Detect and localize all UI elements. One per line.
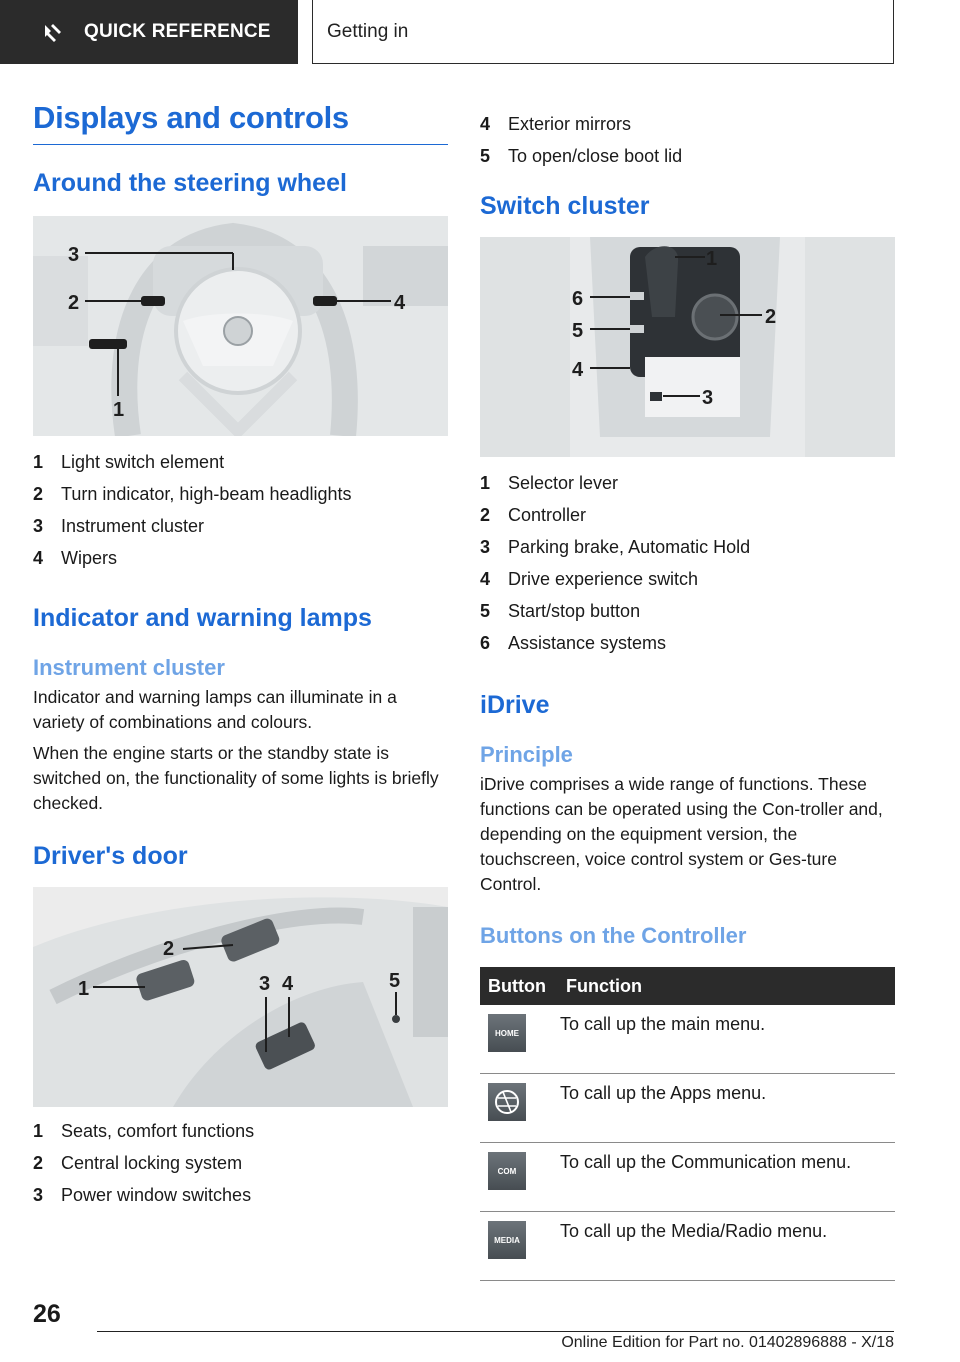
steering-heading: Around the steering wheel bbox=[33, 169, 347, 197]
lamps-heading: Indicator and warning lamps bbox=[33, 604, 372, 632]
table-row bbox=[480, 1143, 895, 1212]
list-item: 4 Drive experience switch bbox=[480, 569, 699, 589]
steering-callout-3: 3 bbox=[68, 244, 80, 266]
steering-wheel-illustration bbox=[33, 216, 448, 436]
quick-reference-icon bbox=[42, 21, 64, 43]
apps-button-icon bbox=[488, 1083, 526, 1121]
list-item: 3 Instrument cluster bbox=[33, 516, 205, 536]
drivers-door-image bbox=[33, 887, 448, 1107]
switch-callout-1: 1 bbox=[706, 248, 718, 270]
principle-subheading: Principle bbox=[480, 742, 573, 767]
steering-callout-4: 4 bbox=[394, 292, 406, 314]
table-row bbox=[480, 1212, 895, 1281]
list-item: 3 Power window switches bbox=[33, 1185, 252, 1205]
steering-legend bbox=[33, 446, 448, 574]
door-heading: Driver's door bbox=[33, 842, 188, 870]
steering-callout-1: 1 bbox=[113, 399, 125, 421]
column-header-function: Function bbox=[558, 967, 895, 1005]
list-item: 2 Central locking system bbox=[33, 1153, 243, 1173]
com-button-icon: COM bbox=[488, 1152, 526, 1190]
door-callout-1: 1 bbox=[78, 978, 90, 1000]
list-item: 5 Start/stop button bbox=[480, 601, 641, 621]
lamps-paragraph-1: Indicator and warning lamps can illuminate in a variety of combinations and colours. bbox=[33, 687, 397, 732]
right-column bbox=[480, 108, 895, 1281]
list-item: 1 Light switch element bbox=[33, 452, 225, 472]
switch-legend bbox=[480, 467, 895, 659]
buttons-heading: Buttons on the Controller bbox=[480, 923, 747, 948]
quick-reference-label: QUICK REFERENCE bbox=[84, 21, 271, 42]
switch-callout-5: 5 bbox=[572, 320, 584, 342]
page-number: 26 bbox=[33, 1300, 61, 1328]
list-item: 2 Controller bbox=[480, 505, 587, 525]
edition-footer: Online Edition for Part no. 01402896888 - X/18 bbox=[561, 1334, 894, 1351]
column-header-button: Button bbox=[480, 967, 558, 1005]
media-button-icon: MEDIA bbox=[488, 1221, 526, 1259]
door-legend bbox=[33, 1115, 448, 1211]
switch-callout-6: 6 bbox=[572, 288, 584, 310]
list-item: 1 Seats, comfort functions bbox=[33, 1121, 255, 1141]
footer-divider bbox=[97, 1331, 894, 1332]
function-cell: To call up the Apps menu. bbox=[558, 1074, 895, 1143]
switch-cluster-heading: Switch cluster bbox=[480, 192, 650, 220]
door-callout-4: 4 bbox=[282, 973, 294, 995]
door-callout-2: 2 bbox=[163, 938, 175, 960]
steering-callout-2: 2 bbox=[68, 292, 80, 314]
function-cell: To call up the main menu. bbox=[558, 1005, 895, 1074]
door-legend-continued bbox=[480, 108, 895, 172]
page-title: Displays and controls bbox=[33, 100, 448, 145]
list-item: 4 Wipers bbox=[33, 548, 118, 568]
table-row bbox=[480, 1074, 895, 1143]
switch-callout-2: 2 bbox=[765, 306, 777, 328]
switch-cluster-illustration bbox=[480, 237, 895, 457]
switch-cluster-image bbox=[480, 237, 895, 457]
function-cell: To call up the Communication menu. bbox=[558, 1143, 895, 1212]
switch-callout-3: 3 bbox=[702, 387, 714, 409]
section-title: Getting in bbox=[312, 0, 894, 64]
left-column bbox=[33, 100, 448, 1211]
instrument-cluster-subheading: Instrument cluster bbox=[33, 655, 225, 680]
lamps-paragraph-2: When the engine starts or the standby state is switched on, the functionality of some lights is briefly checked. bbox=[33, 743, 439, 813]
list-item: 5 To open/close boot lid bbox=[480, 146, 683, 166]
controller-buttons-table bbox=[480, 967, 895, 1281]
home-button-icon: HOME bbox=[488, 1014, 526, 1052]
steering-wheel-image bbox=[33, 216, 448, 436]
idrive-paragraph: iDrive comprises a wide range of functions. These functions can be operated using the Con-troller and, depending on the equipment version, the touchscreen, voice control system or Ges-ture Control. bbox=[480, 774, 883, 894]
function-cell: To call up the Media/Radio menu. bbox=[558, 1212, 895, 1281]
list-item: 6 Assistance systems bbox=[480, 633, 667, 653]
door-callout-3: 3 bbox=[259, 973, 271, 995]
list-item: 3 Parking brake, Automatic Hold bbox=[480, 537, 751, 557]
list-item: 4 Exterior mirrors bbox=[480, 114, 632, 134]
switch-callout-4: 4 bbox=[572, 359, 584, 381]
table-row bbox=[480, 1005, 895, 1074]
drivers-door-illustration bbox=[33, 887, 448, 1107]
quick-reference-tab[interactable] bbox=[0, 0, 298, 64]
list-item: 1 Selector lever bbox=[480, 473, 619, 493]
idrive-heading: iDrive bbox=[480, 691, 550, 719]
list-item: 2 Turn indicator, high-beam headlights bbox=[33, 484, 352, 504]
door-callout-5: 5 bbox=[389, 970, 401, 992]
